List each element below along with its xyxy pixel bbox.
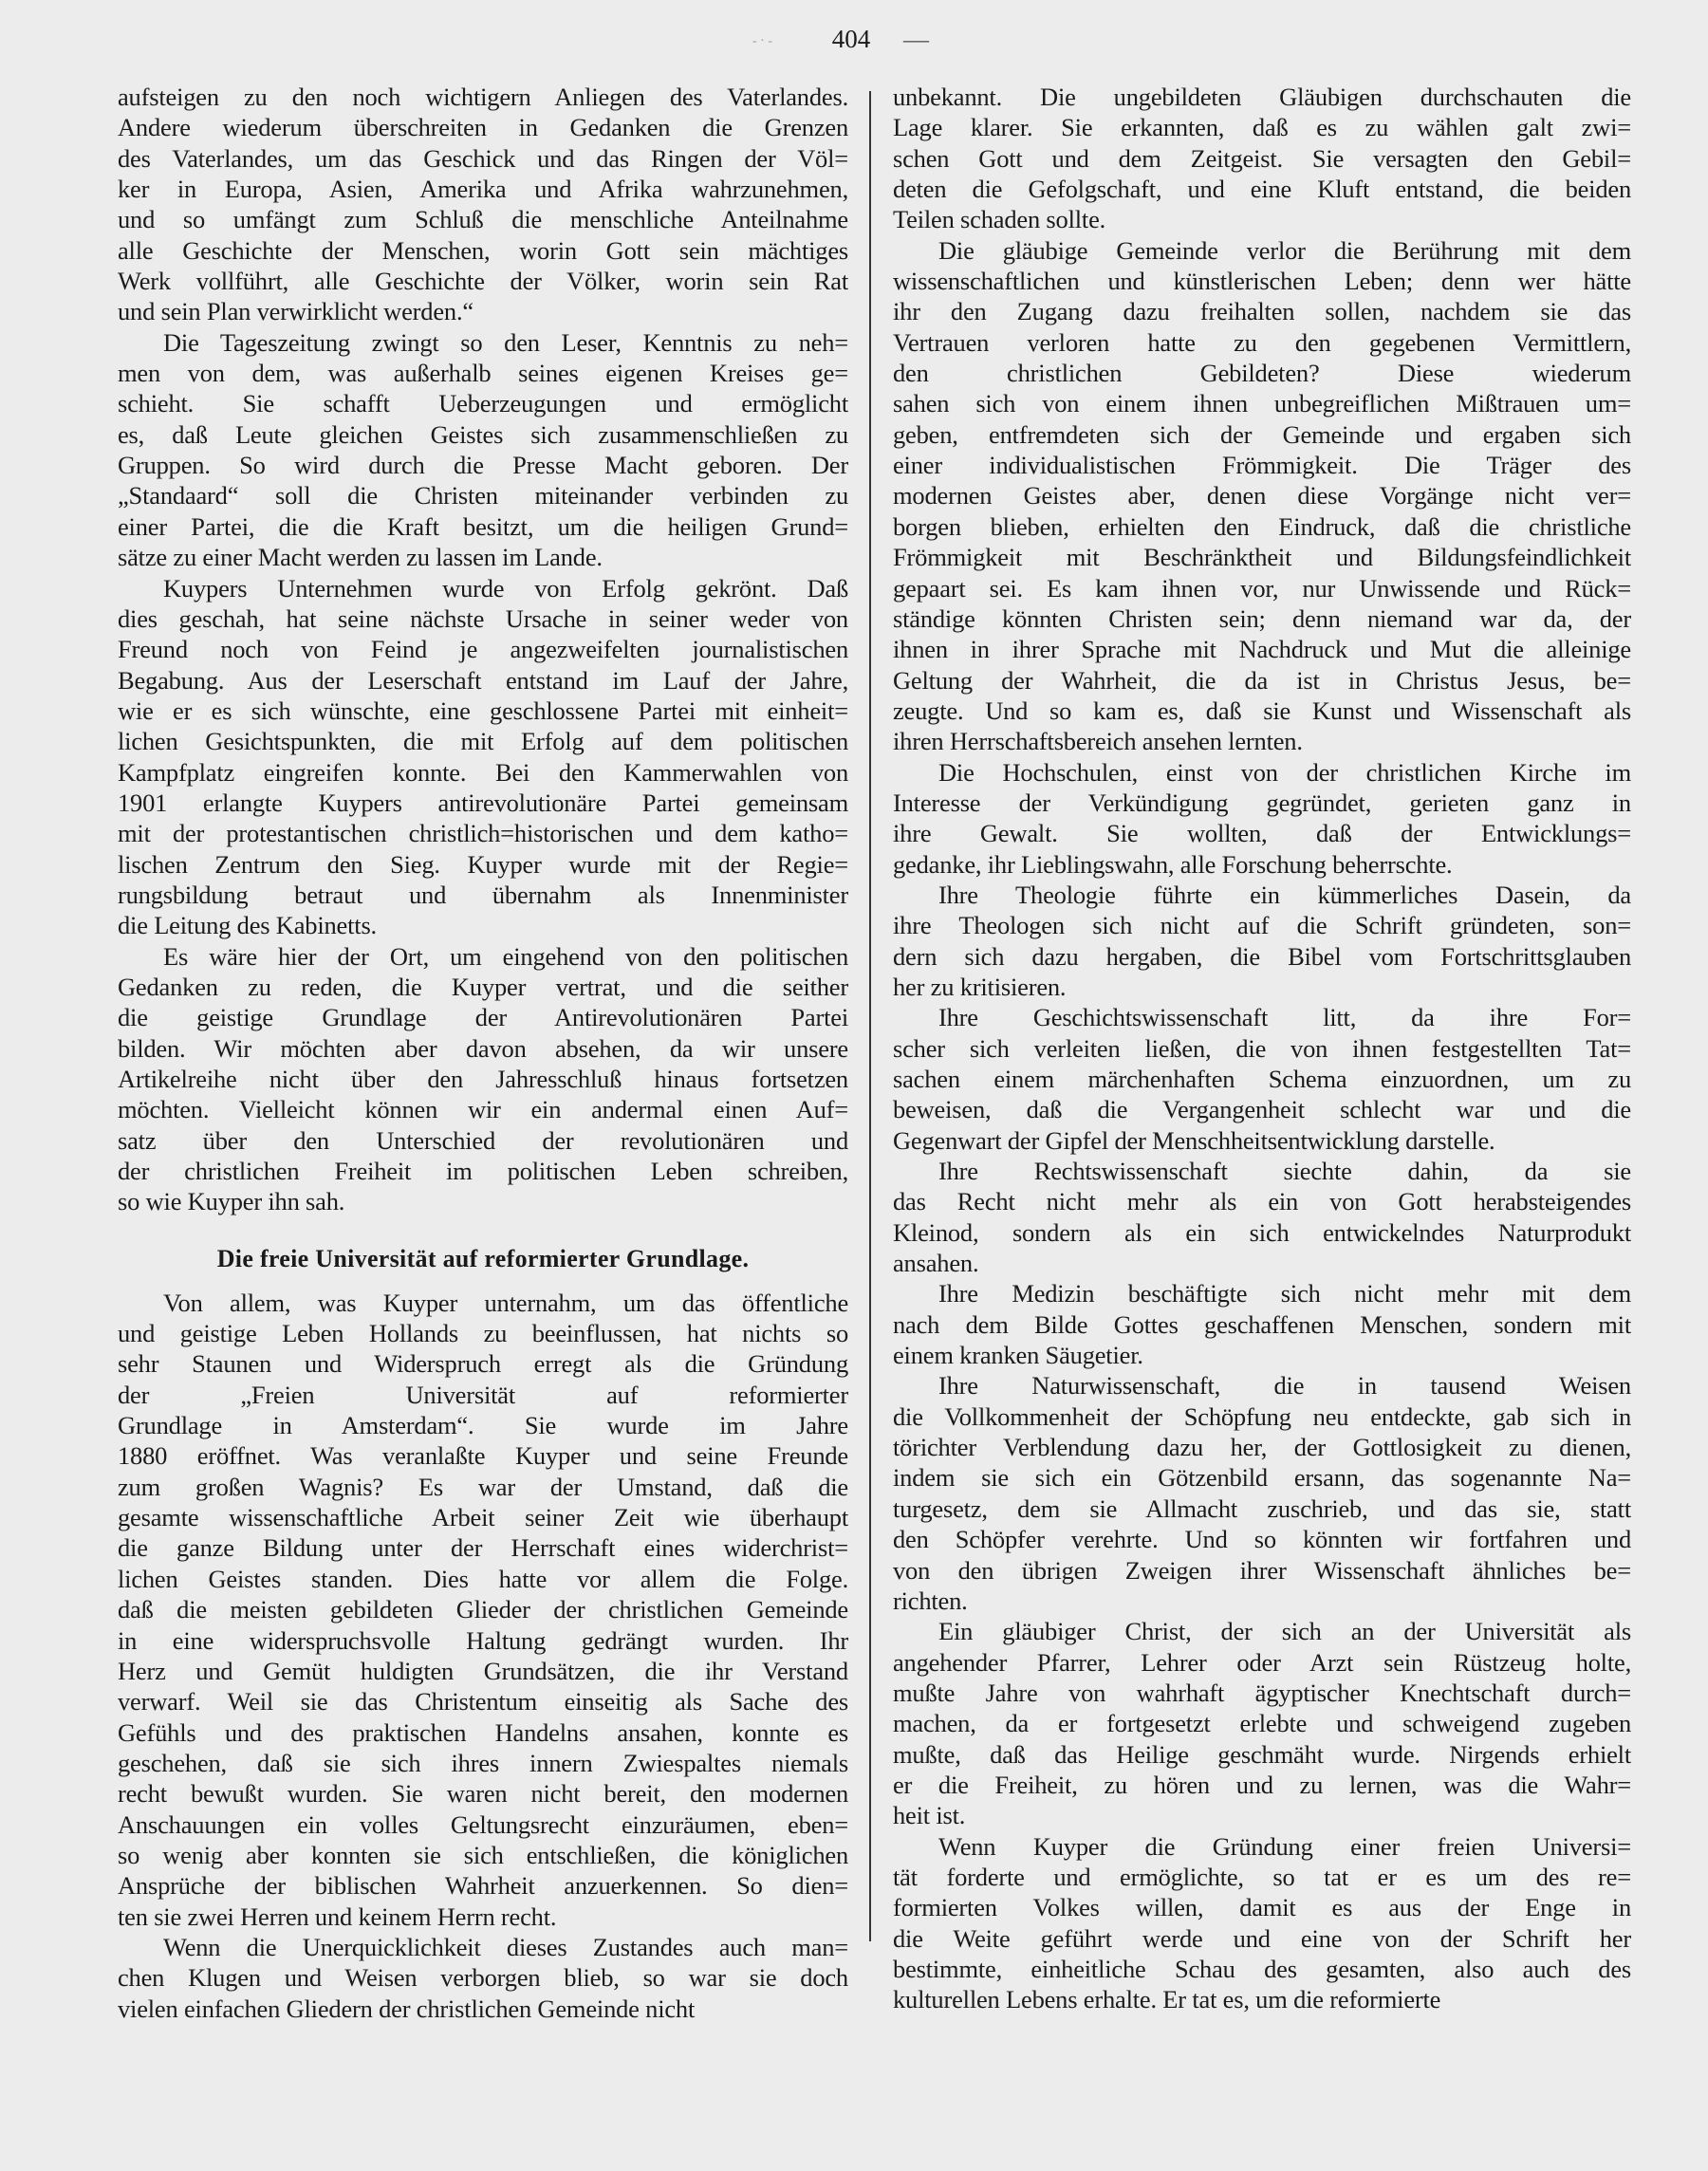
text-line: und so umfängt zum Schluß die menschliche Anteilnahme (118, 205, 848, 234)
text-line: ihren Herrschaftsbereich ansehen lernten. (893, 727, 1303, 756)
text-line: Teilen schaden sollte. (893, 205, 1106, 234)
text-line: 1880 eröffnet. Was veranlaßte Kuyper und seine Freunde (118, 1441, 848, 1471)
text-line: von den übrigen Zweigen ihrer Wissenschaft ähnliches be= (893, 1555, 1631, 1585)
text-line: ansahen. (893, 1249, 979, 1278)
text-line: sehr Staunen und Widerspruch erregt als die Gründung (118, 1349, 848, 1379)
text-line: men von dem, was außerhalb seines eigenen Kreises ge= (118, 359, 848, 388)
text-line: turgesetz, dem sie Allmacht zuschrieb, und das sie, statt (893, 1494, 1631, 1523)
text-line: formierten Volkes willen, damit es aus der Enge in (893, 1893, 1631, 1922)
text-line: gesamte wissenschaftliche Arbeit seiner Zeit wie überhaupt (118, 1503, 848, 1532)
text-line: lischen Zentrum den Sieg. Kuyper wurde mit der Regie= (118, 849, 848, 879)
paragraph (893, 1002, 1631, 1156)
text-line: kulturellen Lebens erhalte. Er tat es, um die reformierte (893, 1985, 1441, 2014)
paragraph (893, 1370, 1631, 1616)
text-line: die Leitung des Kabinetts. (118, 911, 377, 940)
text-line: bestimmte, einheitliche Schau des gesamten, also auch des (893, 1954, 1631, 1983)
text-line: Geltung der Wahrheit, die da ist in Christus Jesus, be= (893, 665, 1631, 695)
text-line: heit ist. (893, 1801, 966, 1830)
text-line: ihre Theologen sich nicht auf die Schrift gründeten, son= (893, 911, 1631, 940)
text-line: Vertrauen verloren hatte zu den gegebenen Vermittlern, (893, 327, 1631, 357)
text-line: schen Gott und dem Zeitgeist. Sie versagten den Gebil= (893, 143, 1631, 173)
text-line: ihnen in ihrer Sprache mit Nachdruck und Mut die alleinige (893, 635, 1631, 664)
text-line: so wenig aber konnten sie sich entschließen, die königlichen (118, 1840, 848, 1869)
text-line: Freund noch von Feind je angezweifelten journalistischen (118, 635, 848, 664)
header-ornament-left: - · - (752, 33, 772, 48)
text-line: die geistige Grundlage der Antirevolutionären Partei (118, 1003, 848, 1032)
text-line: der „Freien Universität auf reformierter (118, 1380, 848, 1409)
text-line: Andere wiederum überschreiten in Gedanken die Grenzen (118, 113, 848, 142)
text-line: richten. (893, 1586, 968, 1615)
text-line: recht bewußt wurden. Sie waren nicht bereit, den modernen (118, 1779, 848, 1809)
paragraph (893, 1156, 1631, 1278)
text-line: mit der protestantischen christlich=historischen und dem katho= (118, 819, 848, 848)
text-line: unbekannt. Die ungebildeten Gläubigen durchschauten die (893, 83, 1631, 111)
text-line: verwarf. Weil sie das Christentum einseitig als Sache des (118, 1687, 848, 1716)
text-line: Herz und Gemüt huldigten Grundsätzen, die ihr Verstand (118, 1656, 848, 1685)
text-line: Artikelreihe nicht über den Jahresschluß hinaus fortsetzen (118, 1065, 848, 1093)
text-line: Ihre Medizin beschäftigte sich nicht mehr mit dem (938, 1279, 1631, 1308)
text-line: so wie Kuyper ihn sah. (118, 1187, 345, 1216)
page-header (0, 25, 1708, 56)
text-line: Wenn Kuyper die Gründung einer freien Universi= (938, 1831, 1631, 1861)
text-line: Gedanken zu reden, die Kuyper vertrat, und die seither (118, 972, 848, 1001)
paragraph (893, 1831, 1631, 2015)
text-line: angehender Pfarrer, Lehrer oder Arzt sein Rüstzeug holte, (893, 1647, 1631, 1677)
text-line: der christlichen Freiheit im politischen Leben schreiben, (118, 1157, 848, 1186)
paragraph (893, 1616, 1631, 1830)
text-line: tät forderte und ermöglichte, so tat er es um des re= (893, 1862, 1631, 1891)
text-line: ker in Europa, Asien, Amerika und Afrika wahrzunehmen, (118, 175, 848, 204)
text-line: Ihre Theologie führte ein kümmerliches Dasein, da (938, 880, 1631, 909)
text-line: geben, entfremdeten sich der Gemeinde und ergaben sich (893, 419, 1631, 449)
text-line: Werk vollführt, alle Geschichte der Völker, worin sein Rat (118, 267, 848, 296)
paragraph (893, 880, 1631, 1002)
text-line: Kleinod, sondern als ein sich entwickelndes Naturprodukt (893, 1217, 1631, 1247)
paragraph (893, 757, 1631, 880)
text-line: dies geschah, hat seine nächste Ursache in seiner weder von (118, 603, 848, 633)
text-line: borgen blieben, erhielten den Eindruck, daß die christliche (893, 511, 1631, 541)
text-line: Ihre Geschichtswissenschaft litt, da ihre For= (938, 1003, 1631, 1032)
text-line: dern sich dazu hergaben, die Bibel vom Fortschrittsglauben (893, 941, 1631, 971)
column-divider (869, 91, 871, 1941)
text-line: möchten. Vielleicht können wir ein andermal einen Auf= (118, 1095, 848, 1124)
text-line: alle Geschichte der Menschen, worin Gott sein mächtiges (118, 235, 848, 265)
text-line: vielen einfachen Gliedern der christlichen Gemeinde nicht (118, 1994, 696, 2023)
text-line: schieht. Sie schafft Ueberzeugungen und ermöglicht (118, 389, 848, 418)
text-line: Interesse der Verkündigung gegründet, gerieten ganz in (893, 788, 1631, 817)
page-number: 404 (831, 25, 871, 53)
text-line: gedanke, ihr Lieblingswahn, alle Forschung beherrschte. (893, 849, 1453, 879)
text-line: Die Hochschulen, einst von der christlichen Kirche im (938, 757, 1631, 787)
text-line: Von allem, was Kuyper unternahm, um das öffentliche (163, 1288, 848, 1317)
text-line: die Vollkommenheit der Schöpfung neu entdeckte, gab sich in (893, 1401, 1631, 1431)
text-line: Gefühls und des praktischen Handelns ansahen, konnte es (118, 1717, 848, 1747)
text-line: mußte Jahre von wahrhaft ägyptischer Knechtschaft durch= (893, 1678, 1631, 1707)
text-line: Grundlage in Amsterdam“. Sie wurde im Jahre (118, 1411, 848, 1440)
text-line: daß die meisten gebildeten Glieder der christlichen Gemeinde (118, 1595, 848, 1624)
text-line: deten die Gefolgschaft, und eine Kluft entstand, die beiden (893, 175, 1631, 204)
text-line: Wenn die Unerquicklichkeit dieses Zustandes auch man= (163, 1932, 848, 1961)
paragraph (893, 1278, 1631, 1370)
text-line: und sein Plan verwirklicht werden.“ (118, 297, 473, 326)
text-line: einer Partei, die die Kraft besitzt, um die heiligen Grund= (118, 511, 848, 541)
paragraph (118, 1932, 848, 2024)
text-line: geschehen, daß sie sich ihres innern Zwiespaltes niemals (118, 1748, 848, 1777)
paragraph (118, 82, 848, 327)
text-line: beweisen, daß die Vergangenheit schlecht war und die (893, 1095, 1631, 1124)
text-line: machen, da er fortgesetzt erlebte und schweigend zugeben (893, 1709, 1631, 1738)
text-line: ständige könnten Christen sein; denn niemand war da, der (893, 603, 1631, 633)
text-line: zeugte. Und so kam es, daß sie Kunst und Wissenschaft als (893, 696, 1631, 725)
text-line: mußte, daß das Heilige geschmäht wurde. Nirgends erhielt (893, 1739, 1631, 1769)
text-line: des Vaterlandes, um das Geschick und das Ringen der Völ= (118, 143, 848, 173)
text-line: Ein gläubiger Christ, der sich an der Universität als (938, 1617, 1631, 1646)
text-line: Die Tageszeitung zwingt so den Leser, Kenntnis zu neh= (163, 327, 848, 357)
text-line: in eine widerspruchsvolle Haltung gedrängt wurden. Ihr (118, 1625, 848, 1655)
text-line: Gegenwart der Gipfel der Menschheitsentwicklung darstelle. (893, 1125, 1495, 1155)
text-line: Frömmigkeit mit Beschränktheit und Bildungsfeindlichkeit (893, 543, 1631, 572)
text-line: es, daß Leute gleichen Geistes sich zusammenschließen zu (118, 419, 848, 449)
text-line: Lage klarer. Sie erkannten, daß es zu wählen galt zwi= (893, 113, 1631, 142)
text-line: die Weite geführt werde und eine von der Schrift her (893, 1923, 1631, 1953)
text-line: törichter Verblendung dazu her, der Gottlosigkeit zu dienen, (893, 1433, 1631, 1462)
text-line: zum großen Wagnis? Es war der Umstand, daß die (118, 1472, 848, 1501)
left-column (118, 82, 848, 2024)
text-line: sahen sich von einem ihnen unbegreiflichen Mißtrauen um= (893, 389, 1631, 418)
text-line: das Recht nicht mehr als ein von Gott herabsteigendes (893, 1187, 1631, 1216)
header-dash: — (903, 25, 929, 53)
text-line: und geistige Leben Hollands zu beeinflussen, hat nichts so (118, 1319, 848, 1348)
section-heading: Die freie Universität auf reformierter Grundlage. (216, 1244, 750, 1272)
text-line: wie er es sich wünschte, eine geschlossene Partei mit einheit= (118, 696, 848, 725)
text-line: nach dem Bilde Gottes geschaffenen Menschen, sondern mit (893, 1309, 1631, 1339)
text-line: her zu kritisieren. (893, 972, 1067, 1001)
text-line: die ganze Bildung unter der Herrschaft eines widerchrist= (118, 1533, 848, 1563)
text-line: indem sie sich ein Götzenbild ersann, das sogenannte Na= (893, 1463, 1631, 1493)
text-line: Die gläubige Gemeinde verlor die Berührung mit dem (938, 235, 1631, 265)
text-line: den christlichen Gebildeten? Diese wiederum (893, 359, 1631, 388)
text-line: bilden. Wir möchten aber davon absehen, da wir unsere (118, 1033, 848, 1063)
text-line: chen Klugen und Weisen verborgen blieb, so war sie doch (118, 1963, 848, 1993)
text-line: Begabung. Aus der Leserschaft entstand im Lauf der Jahre, (118, 665, 848, 695)
right-column (893, 82, 1631, 2015)
text-line: Ansprüche der biblischen Wahrheit anzuerkennen. So dien= (118, 1871, 848, 1901)
text-line: lichen Geistes standen. Dies hatte vor allem die Folge. (118, 1564, 848, 1593)
text-line: Kampfplatz eingreifen konnte. Bei den Kammerwahlen von (118, 757, 848, 787)
text-line: gepaart sei. Es kam ihnen vor, nur Unwissende und Rück= (893, 573, 1631, 603)
text-line: Kuypers Unternehmen wurde von Erfolg gekrönt. Daß (163, 573, 848, 603)
text-line: rungsbildung betraut und übernahm als Innenminister (118, 880, 848, 909)
text-line: ten sie zwei Herren und keinem Herrn recht. (118, 1902, 557, 1931)
paragraph (893, 235, 1631, 757)
text-line: ihr den Zugang dazu freihalten sollen, nachdem sie das (893, 297, 1631, 326)
text-line: einem kranken Säugetier. (893, 1341, 1143, 1370)
paragraph (118, 573, 848, 941)
text-line: den Schöpfer verehrte. Und so könnten wir fortfahren und (893, 1525, 1631, 1554)
text-line: 1901 erlangte Kuypers antirevolutionäre Partei gemeinsam (118, 788, 848, 817)
text-line: modernen Geistes aber, denen diese Vorgänge nicht ver= (893, 481, 1631, 510)
text-line: ihre Gewalt. Sie wollten, daß der Entwicklungs= (893, 819, 1631, 848)
text-line: Ihre Rechtswissenschaft siechte dahin, da sie (938, 1157, 1631, 1186)
text-line: Anschauungen ein volles Geltungsrecht einzuräumen, eben= (118, 1809, 848, 1839)
paragraph (118, 327, 848, 573)
text-line: wissenschaftlichen und künstlerischen Leben; denn wer hätte (893, 267, 1631, 296)
paragraph (893, 82, 1631, 235)
text-line: „Standaard“ soll die Christen miteinander verbinden zu (118, 481, 848, 510)
text-line: einer individualistischen Frömmigkeit. Die Träger des (893, 451, 1631, 480)
text-line: sätze zu einer Macht werden zu lassen im Lande. (118, 543, 603, 572)
text-line: satz über den Unterschied der revolutionären und (118, 1125, 848, 1155)
text-line: er die Freiheit, zu hören und zu lernen, was die Wahr= (893, 1770, 1631, 1799)
text-line: scher sich verleiten ließen, die von ihnen festgestellten Tat= (893, 1033, 1631, 1063)
paragraph (118, 941, 848, 1217)
text-line: Es wäre hier der Ort, um eingehend von den politischen (163, 941, 848, 971)
text-line: sachen einem märchenhaften Schema einzuordnen, um zu (893, 1065, 1631, 1093)
text-line: Gruppen. So wird durch die Presse Macht geboren. Der (118, 451, 848, 480)
text-line: lichen Gesichtspunkten, die mit Erfolg auf dem politischen (118, 727, 848, 756)
text-line: Ihre Naturwissenschaft, die in tausend Weisen (938, 1371, 1631, 1401)
paragraph (118, 1288, 848, 1932)
text-line: aufsteigen zu den noch wichtigern Anliegen des Vaterlandes. (118, 83, 848, 111)
